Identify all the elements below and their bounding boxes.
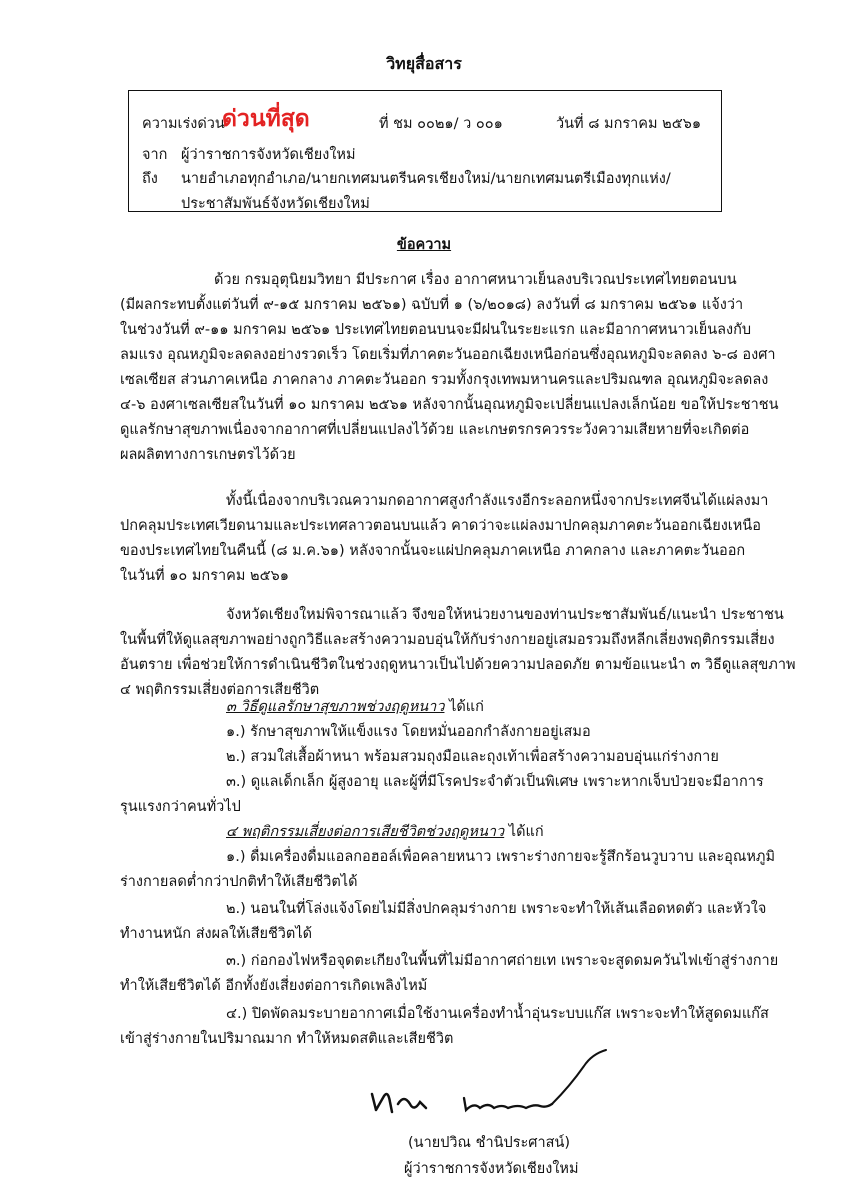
section-1-item: ๑.) รักษาสุขภาพให้แข็งแรง โดยหมั่นออกกำลังกายอยู่เสมอ — [226, 724, 591, 740]
section-2-item: ๔.) ปิดพัดลมระบายอากาศเมื่อใช้งานเครื่องทำน้ำอุ่นระบบแก๊ส เพราะจะทำให้สูดดมแก๊ส — [226, 1006, 769, 1022]
document-number: ที่ ชม ๐๐๒๑/ ว ๐๐๑ — [379, 116, 503, 132]
from-label: จาก — [142, 147, 168, 163]
paragraph-2-line: ของประเทศไทยในคืนนี้ (๘ ม.ค.๖๑) หลังจากนั้นจะแผ่ปกคลุมภาคเหนือ ภาคกลาง และภาคตะวันออก — [120, 543, 746, 559]
paragraph-1-line: (มีผลกระทบตั้งแต่วันที่ ๙-๑๕ มกราคม ๒๕๖๑) ฉบับที่ ๑ (๖/๒๐๑๘) ลงวันที่ ๘ มกราคม ๒๕๖๑ แจ้งว่า — [120, 297, 744, 313]
urgency-label: ความเร่งด่วน — [142, 116, 225, 132]
section-1-item: ๒.) สวมใส่เสื้อผ้าหนา พร้อมสวมถุงมือและถุงเท้าเพื่อสร้างความอบอุ่นแก่ร่างกาย — [226, 749, 719, 765]
paragraph-1-line: ลมแรง อุณหภูมิจะลดลงอย่างรวดเร็ว โดยเริ่มที่ภาคตะวันออกเฉียงเหนือก่อนซึ่งอุณหภูมิจะลดลง ๖-๘ องศา — [120, 347, 776, 363]
paragraph-1-line: ดูแลรักษาสุขภาพเนื่องจากอากาศที่เปลี่ยนแปลงไว้ด้วย และเกษตรกรควรระวังความเสียหายที่จะเกิดต่อ — [120, 422, 750, 438]
section-2-item: ๒.) นอนในที่โล่งแจ้งโดยไม่มีสิ่งปกคลุมร่างกาย เพราะจะทำให้เส้นเลือดหดตัว และหัวใจ — [226, 901, 767, 917]
document-title: วิทยุสื่อสาร — [386, 54, 462, 73]
paragraph-1-line: ในช่วงวันที่ ๙-๑๑ มกราคม ๒๕๖๑ ประเทศไทยตอนบนจะมีฝนในระยะแรก และมีอากาศหนาวเย็นลงกับ — [120, 322, 752, 338]
section-2-item-continuation: ร่างกายลดต่ำกว่าปกติทำให้เสียชีวิตได้ — [120, 874, 358, 890]
section-2-item: ๑.) ดื่มเครื่องดื่มแอลกอฮอล์เพื่อคลายหนาว เพราะร่างกายจะรู้สึกร้อนวูบวาบ และอุณหภูมิ — [226, 849, 776, 865]
section-1-item-continuation: รุนแรงกว่าคนทั่วไป — [120, 799, 241, 815]
document-date: วันที่ ๘ มกราคม ๒๕๖๑ — [556, 116, 702, 132]
section-1-heading — [226, 695, 770, 718]
section-2-title: ๔ พฤติกรรมเสี่ยงต่อการเสียชีวิตช่วงฤดูหนาว — [226, 824, 505, 840]
paragraph-3-line: อันตราย เพื่อช่วยให้การดำเนินชีวิตในช่วงฤดูหนาวเป็นไปด้วยความปลอดภัย ตามข้อแนะนำ ๓ วิธีดูแลสุขภาพ — [120, 657, 796, 673]
section-2-heading — [226, 820, 770, 843]
to-value-line-1: นายอำเภอทุกอำเภอ/นายกเทศมนตรีนครเชียงใหม่/นายกเทศมนตรีเมืองทุกแห่ง/ — [181, 171, 671, 187]
paragraph-3-line: ๔ พฤติกรรมเสี่ยงต่อการเสียชีวิต — [120, 682, 320, 698]
section-1-item: ๓.) ดูแลเด็กเล็ก ผู้สูงอายุ และผู้ที่มีโรคประจำตัวเป็นพิเศษ เพราะหากเจ็บป่วยจะมีอาการ — [226, 774, 764, 790]
paragraph-2-line: ในวันที่ ๑๐ มกราคม ๒๕๖๑ — [120, 568, 289, 584]
paragraph-3-line: จังหวัดเชียงใหม่พิจารณาแล้ว จึงขอให้หน่วยงานของท่านประชาสัมพันธ์/แนะนำ ประชาชน — [226, 607, 784, 623]
paragraph-1-line: ด้วย กรมอุตุนิยมวิทยา มีประกาศ เรื่อง อากาศหนาวเย็นลงบริเวณประเทศไทยตอนบน — [214, 272, 737, 288]
urgency-value: ด่วนที่สุด — [222, 106, 310, 132]
paragraph-3-line: ในพื้นที่ให้ดูแลสุขภาพอย่างถูกวิธีและสร้างความอบอุ่นให้กับร่างกายอยู่เสมอรวมถึงหลีกเลี่ยงพฤติกรรมเสี่ยง — [120, 632, 775, 648]
paragraph-1-line: ๔-๖ องศาเซลเซียสในวันที่ ๑๐ มกราคม ๒๕๖๑ หลังจากนั้นอุณหภูมิจะเปลี่ยนแปลงเล็กน้อย ขอให้ประชาชน — [120, 397, 779, 413]
section-2-suffix: ได้แก่ — [508, 824, 544, 840]
handwritten-signature — [370, 1046, 610, 1121]
to-label: ถึง — [142, 171, 158, 187]
section-2-item-continuation: ทำให้เสียชีวิตได้ อีกทั้งยังเสี่ยงต่อการเกิดเพลิงไหม้ — [120, 978, 428, 994]
paragraph-1-line: เซลเซียส ส่วนภาคเหนือ ภาคกลาง ภาคตะวันออก รวมทั้งกรุงเทพมหานครและปริมณฑล อุณหภูมิจะลดลง — [120, 372, 769, 388]
section-2-item: ๓.) ก่อกองไฟหรือจุดตะเกียงในพื้นที่ไม่มีอากาศถ่ายเท เพราะจะสูดดมควันไฟเข้าสู่ร่างกาย — [226, 953, 779, 969]
from-value: ผู้ว่าราชการจังหวัดเชียงใหม่ — [181, 147, 356, 163]
section-2-item-continuation: เข้าสู่ร่างกายในปริมาณมาก ทำให้หมดสติและเสียชีวิต — [120, 1031, 454, 1047]
paragraph-2-line: ปกคลุมประเทศเวียดนามและประเทศลาวตอนบนแล้ว คาดว่าจะแผ่ลงมาปกคลุมภาคตะวันออกเฉียงเหนือ — [120, 518, 761, 534]
to-value-line-2: ประชาสัมพันธ์จังหวัดเชียงใหม่ — [181, 196, 370, 212]
section-2-item-continuation: ทำงานหนัก ส่งผลให้เสียชีวิตได้ — [120, 926, 313, 942]
paragraph-2-line: ทั้งนี้เนื่องจากบริเวณความกดอากาศสูงกำลังแรงอีกระลอกหนึ่งจากประเทศจีนได้แผ่ลงมา — [226, 493, 769, 509]
section-1-suffix: ได้แก่ — [449, 699, 484, 715]
signatory-name: (นายปวิณ ชำนิประศาสน์) — [408, 1135, 571, 1151]
signatory-title: ผู้ว่าราชการจังหวัดเชียงใหม่ — [404, 1161, 579, 1177]
section-1-title: ๓ วิธีดูแลรักษาสุขภาพช่วงฤดูหนาว — [226, 699, 445, 715]
paragraph-1-line: ผลผลิตทางการเกษตรไว้ด้วย — [120, 447, 296, 463]
message-heading: ข้อความ — [396, 237, 452, 253]
